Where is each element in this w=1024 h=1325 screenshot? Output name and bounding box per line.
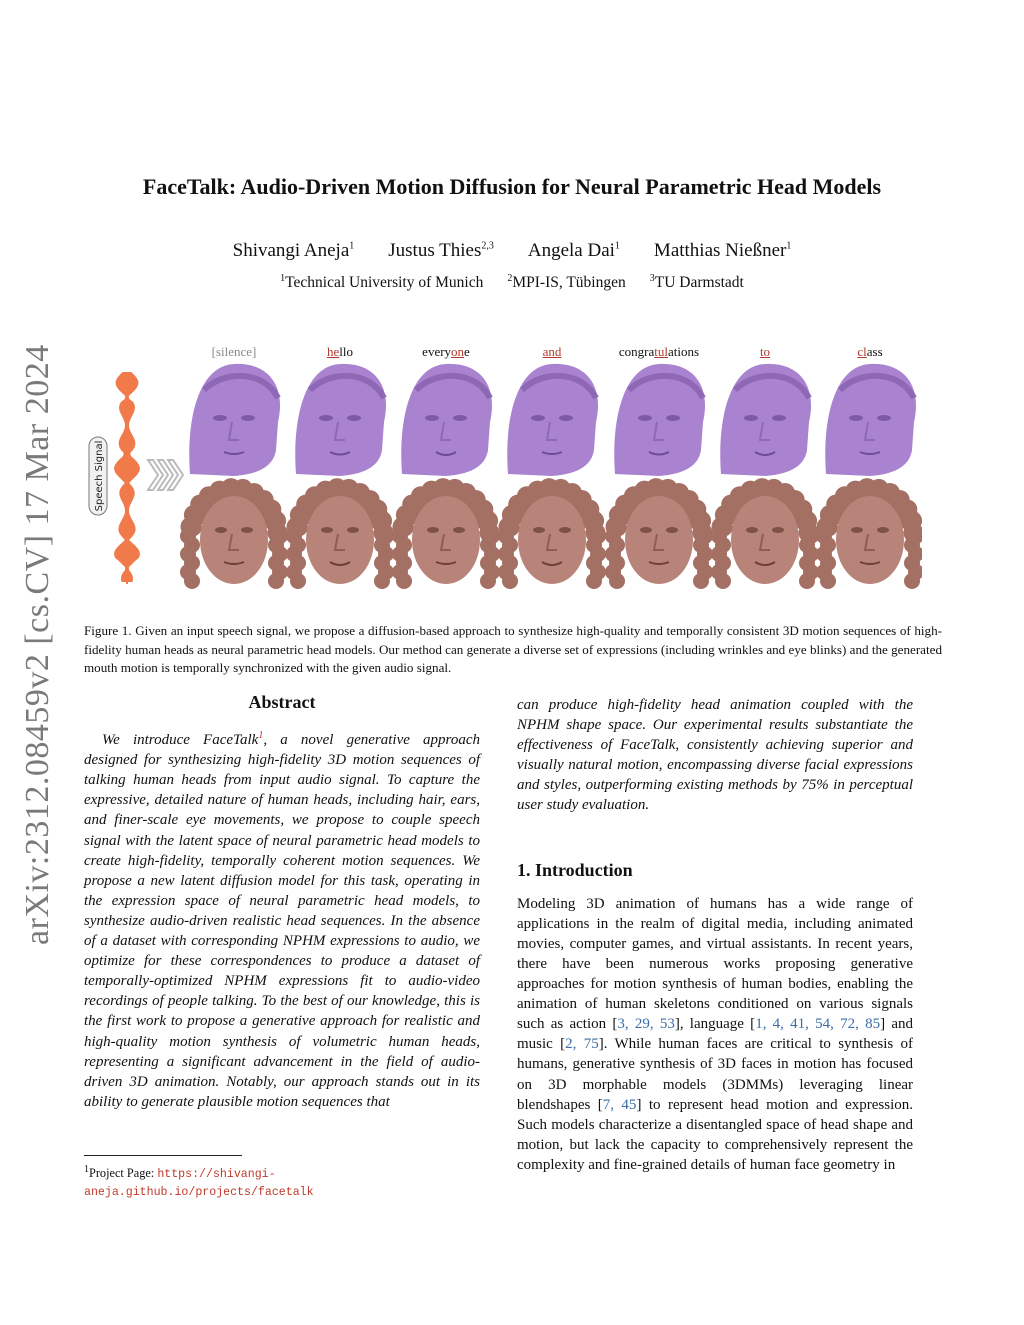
spoken-word: hello <box>326 344 353 359</box>
affiliation: $^2$MPI-IS, Tübingen <box>507 273 626 292</box>
spoken-word: everyone <box>422 344 470 359</box>
purple-head-render <box>507 364 598 476</box>
speech-signal-label <box>89 437 107 515</box>
right-column <box>517 695 913 1175</box>
purple-head-render <box>189 364 280 476</box>
author: Angela Dai$^1$ <box>527 240 620 261</box>
paper-title: FaceTalk: Audio-Driven Motion Diffusion for Neural Parametric Head Models <box>142 174 882 199</box>
project-page-link[interactable]: https://shivangi-aneja.github.io/projects/facetalk <box>84 1168 314 1200</box>
spoken-word: class <box>857 344 883 359</box>
affiliation: $^1$Technical University of Munich <box>280 273 484 292</box>
brown-head-render <box>816 478 922 589</box>
svg-text:Speech Signal: Speech Signal <box>94 440 105 512</box>
abstract-section <box>84 692 480 1112</box>
brown-head-render <box>711 478 819 589</box>
abstract-body: We introduce FaceTalk$^1$, a novel generative approach designed for synthesizing high-fidelity 3D motion sequences of talking human heads from input audio signal. To capture the expressive, detailed nature of human heads, including hair, ears, and finer-scale eye movements, we propose to couple speech signal with the latent space of neural parametric head models to create high-fidelity, temporally coherent motion sequences. We propose a new latent diffusion model for this task, operating in the expression space of neural parametric head models, to synthesize audio-driven realistic head sequences. In the absence of a dataset with corresponding NPHM expressions to audio, we optimize for these correspondences to produce a dataset of temporally-optimized NPHM expressions fit to audio-video recordings of people talking. To the best of our knowledge, this is the first work to propose a generative approach for realistic and high-quality motion synthesis of volumetric human heads, representing a significant advancement in the field of audio-driven 3D animation. Notably, our approach stands out in its ability to generate plausible motion sequences that <box>84 730 480 1110</box>
speech-waveform <box>114 372 140 584</box>
purple-head-render <box>614 364 705 476</box>
citation[interactable]: 2, 75 <box>565 1036 599 1053</box>
figure-caption: Figure 1. Given an input speech signal, we propose a diffusion-based approach to synthesize high-quality and temporally consistent 3D motion sequences of high-fidelity human heads as neural parametric head models. Our method can generate a diverse set of expressions (including wrinkles and eye blinks) and the generated mouth motion is temporally synchronized with the given audio signal. <box>84 623 942 675</box>
spoken-word: congratulations <box>618 344 700 359</box>
abstract-heading: Abstract <box>248 692 316 712</box>
spoken-word: and <box>542 344 562 359</box>
affiliation: $^3$TU Darmstadt <box>649 273 744 292</box>
footnote: $^1$Project Page: https://shivangi-aneja.github.io/projects/facetalk <box>84 1164 314 1200</box>
affiliation-list <box>0 273 1024 292</box>
brown-head-render <box>605 478 713 589</box>
spoken-word: to <box>759 344 771 359</box>
citation[interactable]: 1, 4, 41, 54, 72, 85 <box>755 1016 881 1033</box>
teaser-figure <box>82 340 922 600</box>
introduction-heading: 1. Introduction <box>517 859 633 880</box>
brown-head-render <box>180 478 288 589</box>
purple-head-render <box>720 364 811 476</box>
chevron-arrows-icon <box>148 460 183 490</box>
introduction-body: Modeling 3D animation of humans has a wide range of applications in the realm of digital media, including animated movies, computer games, and virtual assistants. In recent years, there have been numerous works proposing generative approaches for motion synthesis of human bodies, enabling the animation of human skeletons conditioned on various signals such as action [3, 29, 53], language [1, 4, 41, 54, 72, 85] and music [2, 75]. While human faces are critical to synthesis of humans, generative synthesis of 3D faces in motion has focused on 3D morphable models (3DMMs) leveraging linear blendshapes [7, 45] to represent head motion and expression. Such models characterize a disentangled space of head shape and motion, but lack the capacity to comprehensively represent the complexity and fine-grained details of human face geometry in <box>517 895 914 1173</box>
author: Shivangi Aneja$^1$ <box>232 240 355 261</box>
brown-head-render <box>286 478 394 589</box>
footnote-rule <box>84 1155 242 1156</box>
purple-head-render <box>401 364 492 476</box>
author: Justus Thies$^{2,3}$ <box>388 240 494 261</box>
author: Matthias Nießner$^1$ <box>653 240 792 261</box>
abstract-continued: can produce high-fidelity head animation coupled with the NPHM shape space. Our experimental results substantiate the effectiveness of FaceTalk, consistently achieving superior and visually natural motion, encompassing diverse facial expressions and styles, outperforming existing methods by 75% in perceptual user study evaluation. <box>517 697 913 814</box>
citation[interactable]: 3, 29, 53 <box>617 1016 675 1033</box>
citation[interactable]: 7, 45 <box>602 1096 637 1113</box>
brown-head-render <box>498 478 606 589</box>
purple-head-render <box>295 364 386 476</box>
arxiv-stamp: arXiv:2312.08459v2 [cs.CV] 17 Mar 2024 <box>19 344 56 945</box>
brown-head-render <box>392 478 500 589</box>
spoken-word: [silence] <box>211 344 257 359</box>
figure-graphics <box>82 340 922 600</box>
purple-head-render <box>825 364 916 476</box>
author-list <box>0 240 1024 262</box>
